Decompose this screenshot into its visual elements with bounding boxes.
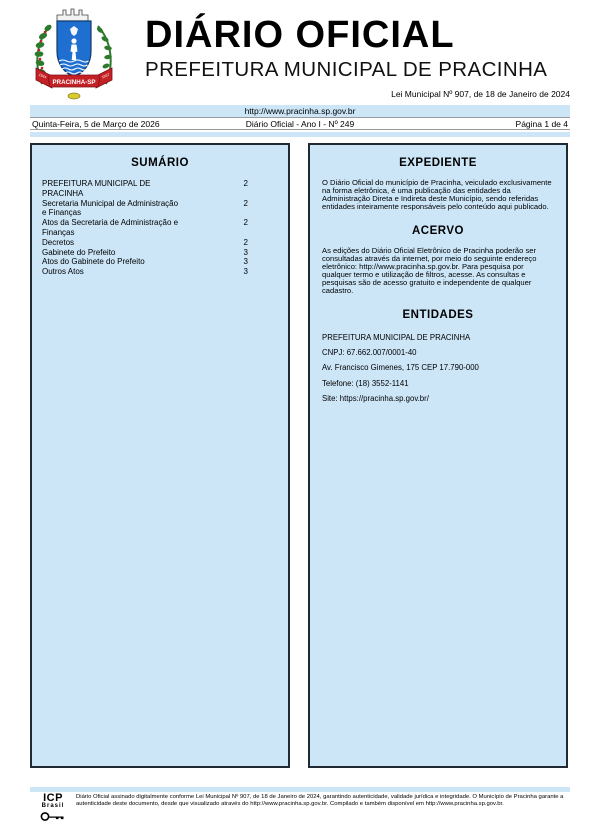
summary-item-page: 2 xyxy=(243,179,248,188)
summary-item xyxy=(42,199,248,219)
entity-phone: Telefone: (18) 3552-1141 xyxy=(322,378,409,388)
ribbon-year-left: 1944 xyxy=(37,72,47,80)
acervo-heading: ACERVO xyxy=(412,225,464,237)
icp-logo-text: ICP xyxy=(43,792,63,804)
icp-brasil-text: Brasil xyxy=(41,803,65,809)
expediente-box xyxy=(308,143,568,768)
summary-item-page: 3 xyxy=(243,267,248,277)
edition-date: Quinta-Feira, 5 de Março de 2026 xyxy=(32,119,160,129)
summary-item-page: 3 xyxy=(243,247,248,257)
footer-divider-bar xyxy=(30,787,570,792)
summary-item-label: Atos do Gabinete do Prefeito xyxy=(42,257,145,267)
edition-info-row xyxy=(30,117,570,130)
summary-heading: SUMÁRIO xyxy=(131,157,189,169)
entity-address: Av. Francisco Gimenes, 175 CEP 17.790-000 xyxy=(322,363,479,373)
header-divider-bar xyxy=(30,132,570,137)
website-url-bar: http://www.pracinha.sp.gov.br xyxy=(30,105,570,117)
page-indicator: Página 1 de 4 xyxy=(515,119,568,129)
entity-site: Site: https://pracinha.sp.gov.br/ xyxy=(322,393,429,403)
acervo-body: As edições do Diário Oficial Eletrônico de Pracinha poderão ser consultadas através da internet, por meio do seguinte endereço eletrônico: http://www.pracinha.sp.gov.br. Para pesquisa por qualquer termo e utilização de filtros, acesse. As consultas e pesquisas são de acesso gratuito e independente de qualquer cadastro. xyxy=(322,246,537,295)
ribbon-year-right: 1997 xyxy=(101,72,111,80)
gazette-title: DIÁRIO OFICIAL xyxy=(145,14,455,56)
summary-item xyxy=(42,267,248,277)
coat-of-arms-icon xyxy=(28,6,120,104)
municipal-coat-of-arms xyxy=(28,6,120,104)
entity-cnpj: CNPJ: 67.662.007/0001-40 xyxy=(322,348,417,358)
summary-box xyxy=(30,143,290,768)
edition-number: Diário Oficial - Ano I - Nº 249 xyxy=(245,119,355,129)
summary-item-label: Atos da Secretaria de Administração e Finanças xyxy=(42,218,179,237)
summary-item-label: Secretaria Municipal de Administração e Finanças xyxy=(42,198,179,218)
summary-item xyxy=(42,218,248,238)
key-icon xyxy=(40,811,66,822)
expediente-body: O Diário Oficial do município de Pracinha, veiculado exclusivamente na forma eletrônica, é uma publicação das entidades da Administração Direta e Indireta deste Município, sendo referidas entidades inteiramente responsáveis pelo conteúdo aqui publicado. xyxy=(322,178,552,211)
summary-list xyxy=(32,169,288,277)
law-reference: Lei Municipal Nº 907, de 18 de Janeiro de 2024 xyxy=(391,89,570,99)
icp-brasil-logo xyxy=(36,794,70,825)
summary-item-page: 2 xyxy=(243,218,248,228)
summary-item xyxy=(42,257,248,267)
entity-list xyxy=(310,321,566,403)
summary-item-page: 3 xyxy=(243,257,248,267)
summary-item xyxy=(42,179,248,199)
summary-item-label: Decretos xyxy=(42,237,75,247)
masthead xyxy=(145,16,575,82)
entity-name: PREFEITURA MUNICIPAL DE PRACINHA xyxy=(322,333,471,342)
summary-item xyxy=(42,238,248,248)
summary-item-label: Outros Atos xyxy=(42,267,84,277)
digital-signature-notice: Diário Oficial assinado digitalmente conforme Lei Municipal Nº 907, de 18 de Janeiro de 2024, garantindo autenticidade, validade jurídica e integridade. O Município de Pracinha garante a autenticidade deste documento, desde que visualizado através do http://www.pracinha.sp.gov.br. Compilado e também disponível em http://www.pracinha.sp.gov.br. xyxy=(76,794,564,807)
summary-item-page: 2 xyxy=(243,198,248,208)
expediente-heading: EXPEDIENTE xyxy=(399,157,477,169)
entidades-heading: ENTIDADES xyxy=(402,309,474,321)
summary-item-label: PREFEITURA MUNICIPAL DE PRACINHA xyxy=(42,179,151,198)
ribbon-text: PRACINHA-SP xyxy=(52,79,96,86)
summary-item-label: Gabinete do Prefeito xyxy=(42,247,116,257)
summary-item xyxy=(42,248,248,258)
gazette-subtitle: PREFEITURA MUNICIPAL DE PRACINHA xyxy=(145,57,548,81)
summary-item-page: 2 xyxy=(243,237,248,247)
